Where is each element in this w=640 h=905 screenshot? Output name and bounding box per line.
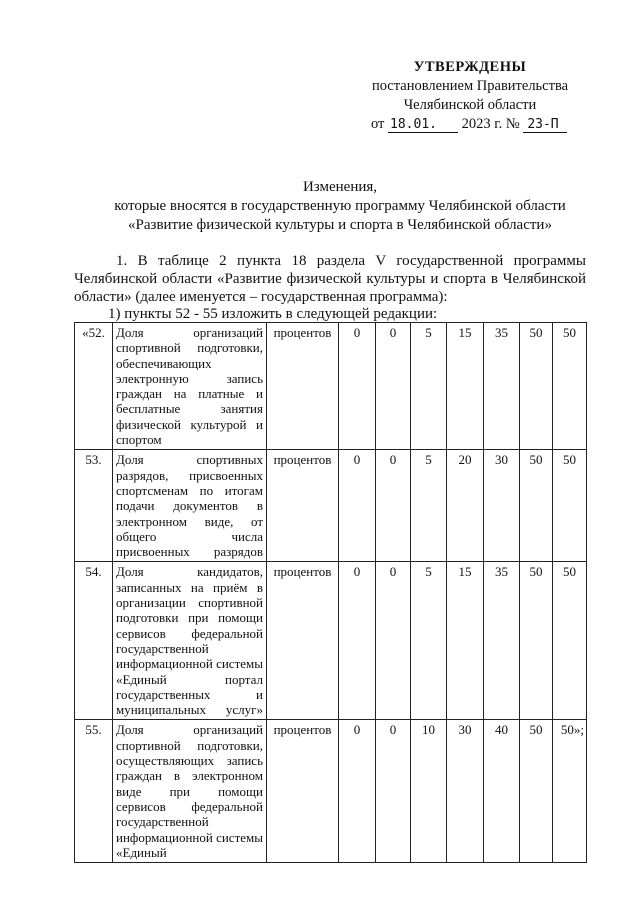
handwritten-date: 18.01. xyxy=(388,117,458,133)
table-row xyxy=(75,720,587,863)
date-prefix: от xyxy=(371,116,385,132)
value-cell: 0 xyxy=(376,323,411,450)
approval-date-line xyxy=(355,115,585,134)
value-cell: 10 xyxy=(411,720,447,863)
table-row xyxy=(75,450,587,562)
value-cell: 50 xyxy=(553,562,587,720)
approval-block xyxy=(355,58,585,134)
value-cell: 50 xyxy=(520,323,553,450)
value-cell: 50»; xyxy=(553,720,587,863)
value-cell: 0 xyxy=(339,450,376,562)
unit-cell: процентов xyxy=(267,323,339,450)
value-cell: 5 xyxy=(411,562,447,720)
row-number: 55. xyxy=(75,720,113,863)
value-cell: 5 xyxy=(411,323,447,450)
indicators-table xyxy=(74,322,587,863)
value-cell: 5 xyxy=(411,450,447,562)
indicator-name: Доля организаций спортивной подготовки, осуществляющих запись граждан в электронном виде при помощи сервисов федеральной государственной информационной системы «Единый xyxy=(113,720,267,863)
value-cell: 20 xyxy=(447,450,484,562)
title-line-3: «Развитие физической культуры и спорта в Челябинской области» xyxy=(128,217,552,233)
unit-cell: процентов xyxy=(267,562,339,720)
value-cell: 0 xyxy=(376,450,411,562)
value-cell: 40 xyxy=(484,720,520,863)
value-cell: 50 xyxy=(553,323,587,450)
handwritten-number: 23-П xyxy=(523,117,567,133)
value-cell: 50 xyxy=(520,450,553,562)
value-cell: 0 xyxy=(376,562,411,720)
unit-cell: процентов xyxy=(267,720,339,863)
year-text: 2023 г. № xyxy=(461,116,520,132)
row-number: 53. xyxy=(75,450,113,562)
row-number: 54. xyxy=(75,562,113,720)
approval-line-2: Челябинской области xyxy=(403,97,537,113)
table-row xyxy=(75,323,587,450)
value-cell: 0 xyxy=(376,720,411,863)
indicator-name: Доля организаций спортивной подготовки, обеспечивающих электронную запись граждан на платные и бесплатные занятия физической культурой и спортом xyxy=(113,323,267,450)
unit-cell: процентов xyxy=(267,450,339,562)
value-cell: 15 xyxy=(447,562,484,720)
row-number: «52. xyxy=(75,323,113,450)
table-row xyxy=(75,562,587,720)
value-cell: 35 xyxy=(484,323,520,450)
subparagraph-1: 1) пункты 52 - 55 изложить в следующей редакции: xyxy=(108,306,438,322)
indicator-name: Доля спортивных разрядов, присвоенных спортсменам по итогам подачи документов в электронном виде, от общего числа присвоенных разрядов xyxy=(113,450,267,562)
indicator-name: Доля кандидатов, записанных на приём в организации спортивной подготовки при помощи сервисов федеральной государственной информационной системы «Единый портал государственных и муниципальных услуг» xyxy=(113,562,267,720)
value-cell: 35 xyxy=(484,562,520,720)
approval-line-1: постановлением Правительства xyxy=(371,78,569,94)
title-line-1: Изменения, xyxy=(302,179,378,195)
value-cell: 15 xyxy=(447,323,484,450)
value-cell: 50 xyxy=(553,450,587,562)
title-line-2: которые вносятся в государственную программу Челябинской области xyxy=(114,198,566,214)
value-cell: 30 xyxy=(447,720,484,863)
approval-heading: УТВЕРЖДЕНЫ xyxy=(413,59,527,75)
paragraph-1: 1. В таблице 2 пункта 18 раздела V государственной программы Челябинской области «Развитие физической культуры и спорта в Челябинской области» (далее именуется – государственная программа): xyxy=(74,253,586,305)
document-title xyxy=(60,178,620,235)
value-cell: 30 xyxy=(484,450,520,562)
value-cell: 0 xyxy=(339,562,376,720)
value-cell: 50 xyxy=(520,720,553,863)
value-cell: 50 xyxy=(520,562,553,720)
value-cell: 0 xyxy=(339,323,376,450)
value-cell: 0 xyxy=(339,720,376,863)
